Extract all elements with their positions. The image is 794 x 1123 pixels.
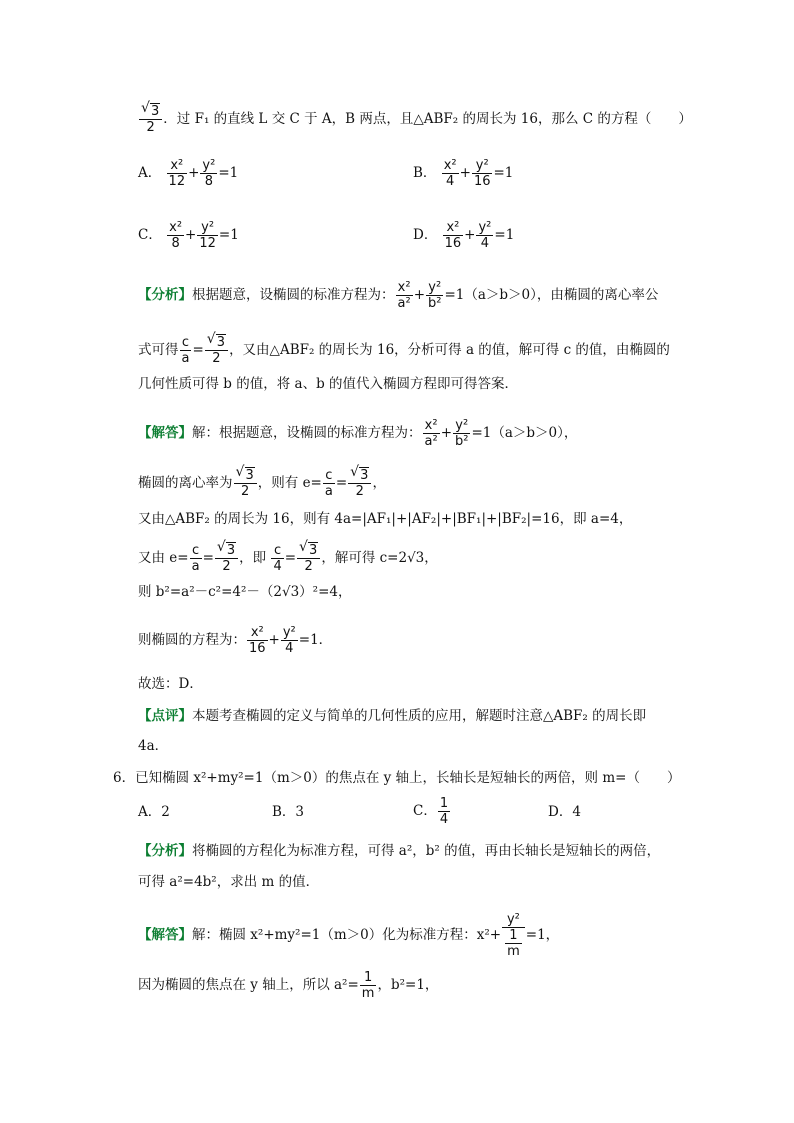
sqrt3-over-2: √ 3 2 (139, 104, 162, 135)
q5-continuation (138, 100, 692, 135)
q6-option-c[interactable]: C． $\frac{1}{4}$ (413, 796, 449, 827)
q5-continuation-text: ．过 F₁ 的直线 L 交 C 于 A，B 两点，且△ABF₂ 的周长为 16，那么 C 的方程（ ） (163, 111, 692, 127)
q6-stem: 6．已知椭圆 x²+my²=1（m＞0）的焦点在 y 轴上，长轴长是短轴长的两倍，则 m=（ ） (113, 770, 681, 786)
q6-number: 6． (113, 770, 136, 786)
q5-option-d[interactable]: D． $\frac{\text{x²}}{16}$ + $\frac{\text{y²}}{4}$ =1 (413, 220, 515, 251)
q5-option-a[interactable]: A． $\frac{\text{x²}}{12}$ + $\frac{\text{y²}}{8}$ =1 (138, 158, 239, 189)
q5-solution-line1: 【解答】解：根据题意，设椭圆的标准方程为： $\frac{\text{x²}}{\text{a²}}$ + $\frac{\text{y²}}{\text{b²}}$ =1（a＞b＞0）， (138, 418, 578, 449)
q5-analysis-line1: 【分析】根据题意，设椭圆的标准方程为： $\frac{\text{x²}}{\text{a²}}$ + $\frac{\text{y²}}{\text{b²}}$ =1（a＞b＞0），由椭圆的离心率公 (138, 280, 659, 311)
q5-solution-line4: 又由 e= $\frac{c}{a}$ = √ 3 2 ，即 $\frac{c}{4}$ = √ 3 2 ，解可得 c=2√3， (138, 539, 438, 574)
solution-tag: 【解答】 (138, 927, 192, 943)
q6-analysis-line2: 可得 a²=4b²，求出 m 的值． (138, 874, 320, 890)
q5-analysis-line3: 几何性质可得 b 的值，将 a、b 的值代入椭圆方程即可得答案． (138, 376, 518, 392)
q6-option-a[interactable]: A．2 (138, 804, 170, 820)
comment-tag: 【点评】 (138, 708, 192, 724)
q5-solution-line3: 又由△ABF₂ 的周长为 16，则有 4a=|AF₁|+|AF₂|+|BF₁|+|BF₂|=16，即 a=4， (138, 511, 633, 527)
q6-analysis-line1: 【分析】将椭圆的方程化为标准方程，可得 a²，b² 的值，再由长轴长是短轴长的两倍， (138, 843, 661, 859)
q5-analysis-line2: 式可得 $\frac{c}{a}$ = √ 3 2 ，又由△ABF₂ 的周长为 16，分析可得 a 的值，解可得 c 的值，由椭圆的 (138, 331, 670, 366)
analysis-tag: 【分析】 (138, 287, 192, 303)
q6-solution-line2: 因为椭圆的焦点在 y 轴上，所以 a²= $\frac{1}{m}$ ，b²=1， (138, 970, 439, 1001)
analysis-tag: 【分析】 (138, 843, 192, 859)
q6-option-d[interactable]: D．4 (548, 804, 581, 820)
q5-solution-line6: 则椭圆的方程为： $\frac{\text{x²}}{16}$ + $\frac{\text{y²}}{4}$ =1． (138, 625, 333, 656)
q5-comment-line2: 4a． (138, 738, 169, 754)
q6-solution-line1: 【解答】解：椭圆 x²+my²=1（m＞0）化为标准方程：x²+ $\frac{\text{y²}}{\frac{1}{m}}$ =1， (138, 912, 560, 959)
q5-option-b[interactable]: B． $\frac{\text{x²}}{4}$ + $\frac{\text{y²}}{16}$ =1 (413, 158, 514, 189)
q5-solution-line5: 则 b²=a²－c²=4²－（2√3）²=4， (138, 584, 352, 600)
q5-choose: 故选：D． (138, 676, 203, 692)
q5-solution-line2: 椭圆的离心率为 √ 3 2 ，则有 e= $\frac{c}{a}$ = √ 3 2 ， (138, 464, 386, 499)
q6-option-b[interactable]: B．3 (272, 804, 305, 820)
q5-option-c[interactable]: C． $\frac{\text{x²}}{8}$ + $\frac{\text{y²}}{12}$ =1 (138, 220, 239, 251)
solution-tag: 【解答】 (138, 425, 192, 441)
q5-comment-line1: 【点评】本题考查椭圆的定义与简单的几何性质的应用，解题时注意△ABF₂ 的周长即 (138, 708, 647, 724)
